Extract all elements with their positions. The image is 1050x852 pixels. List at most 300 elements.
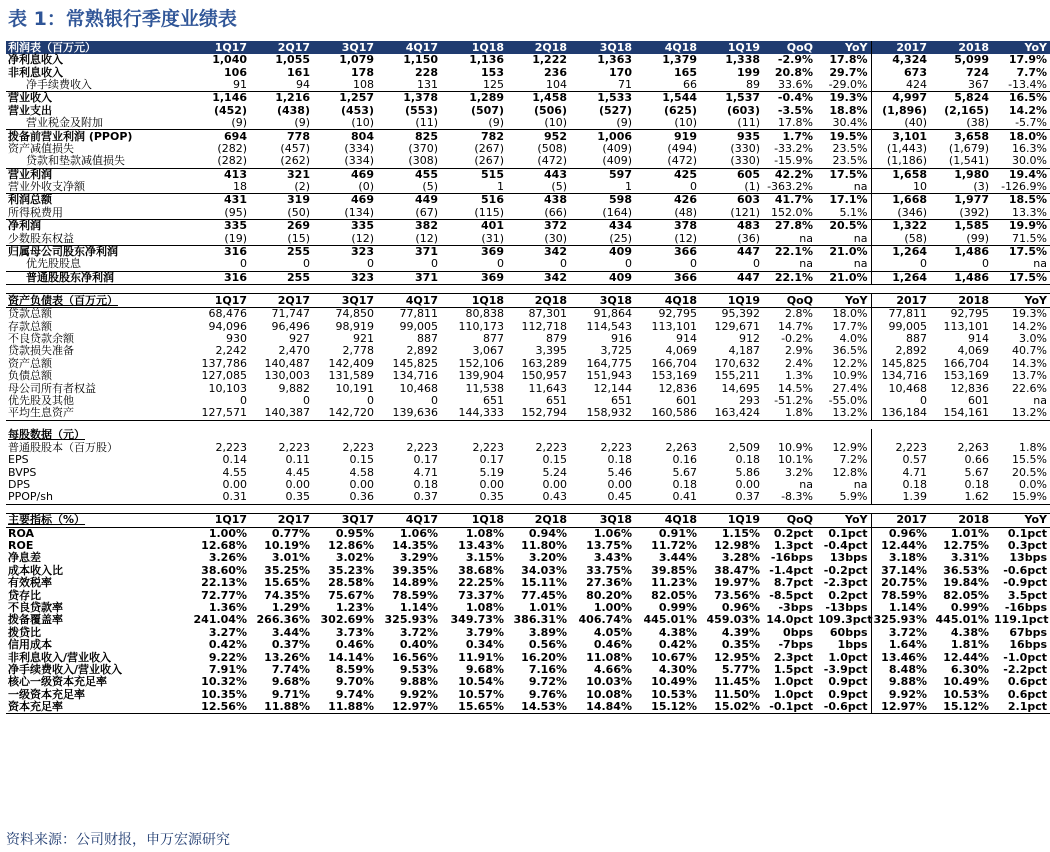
data-cell: 1.15% (721, 526, 760, 540)
data-cell: 1,136 (469, 53, 504, 67)
data-cell: 136,184 (871, 407, 930, 420)
data-cell: (115) (474, 205, 504, 219)
data-cell: 78.59% (392, 588, 438, 602)
data-cell: 13.3% (1012, 205, 1047, 219)
data-cell: -2.3pct (823, 576, 868, 590)
data-cell: 9.68% (271, 675, 310, 689)
data-cell: 12.44% (871, 540, 930, 552)
data-cell: 887 (417, 332, 438, 345)
row-label: 资产总额 (8, 356, 52, 370)
data-cell: -0.4% (763, 92, 816, 105)
data-cell: 16.20% (521, 650, 567, 664)
table-row (6, 308, 1050, 321)
data-cell: 349.73% (450, 613, 504, 627)
data-cell: 241.04% (193, 613, 247, 627)
data-cell: 2,263 (957, 440, 989, 454)
data-cell: na (853, 477, 868, 491)
data-cell: 597 (570, 168, 635, 181)
data-cell: 2,223 (406, 440, 438, 454)
data-cell: 36.53% (943, 563, 989, 577)
data-cell: 3.44% (658, 551, 697, 565)
row-label: 营业支出 (8, 103, 52, 117)
data-cell: 161 (287, 65, 310, 79)
data-cell: 12.44% (943, 650, 989, 664)
data-cell: 0.42% (208, 638, 247, 652)
data-cell: 952 (507, 130, 570, 143)
data-cell: 12.2% (832, 356, 868, 370)
column-header: 2Q17 (250, 41, 313, 54)
data-cell: 38.60% (201, 563, 247, 577)
data-cell: (438) (276, 103, 310, 117)
data-cell: 401 (441, 220, 507, 233)
data-cell: 41.7% (763, 194, 816, 207)
data-cell: 0.35 (250, 491, 313, 504)
data-cell: (603) (726, 103, 760, 117)
data-cell: 323 (313, 271, 377, 284)
data-cell: 372 (507, 220, 570, 233)
data-cell: 13.75% (586, 539, 632, 553)
row-label: 成本收入比 (8, 563, 63, 577)
data-cell: 0.96% (721, 601, 760, 615)
data-cell: 0.00 (349, 477, 374, 491)
column-header: 3Q17 (313, 41, 377, 54)
data-cell: 916 (611, 332, 632, 345)
data-cell: 778 (250, 130, 313, 143)
row-label: 拨备前营业利润 (PPOP) (6, 130, 184, 143)
data-cell: 1.3pct (773, 539, 813, 553)
data-cell: 98,919 (335, 319, 374, 333)
data-cell: 516 (441, 194, 507, 207)
data-cell: 13.7% (1012, 369, 1047, 383)
data-cell: (11) (737, 116, 760, 130)
data-cell: 5.77% (721, 662, 760, 676)
data-cell: 1.06% (399, 526, 438, 540)
data-cell: 19.97% (714, 576, 760, 590)
data-cell: 17.1% (816, 194, 871, 207)
data-cell: 469 (313, 194, 377, 207)
data-cell: 1,222 (532, 53, 567, 67)
data-cell: 228 (415, 65, 438, 79)
table-title: 表 1：常熟银行季度业绩表 (8, 8, 237, 30)
data-cell: 10,468 (399, 381, 438, 395)
data-cell: -29.0% (828, 77, 868, 91)
data-cell: (66) (544, 205, 567, 219)
data-cell: (9) (294, 116, 310, 130)
table-row (6, 220, 1050, 233)
data-cell: 0.0% (1019, 477, 1047, 491)
data-cell: 163,289 (521, 356, 567, 370)
table-row (6, 194, 1050, 207)
data-cell: 104 (546, 77, 567, 91)
data-cell: 1,378 (377, 92, 441, 105)
data-cell: 4,069 (665, 344, 697, 358)
data-cell: (5) (422, 180, 438, 194)
data-cell: 10,191 (335, 381, 374, 395)
data-cell: 39.85% (651, 563, 697, 577)
data-cell: (457) (280, 141, 310, 155)
data-cell: 166,704 (651, 356, 697, 370)
data-cell: 879 (546, 332, 567, 345)
data-cell: 694 (184, 130, 250, 143)
data-cell: 673 (871, 66, 930, 78)
data-cell: -13bps (825, 601, 868, 615)
data-cell: 11.08% (586, 650, 632, 664)
data-cell: 1,379 (662, 53, 697, 67)
data-cell: 4,997 (871, 92, 930, 105)
data-cell: (1,541) (948, 154, 989, 168)
data-cell: 0.18 (735, 453, 760, 467)
data-cell: 0.14 (222, 453, 247, 467)
data-cell: 112,718 (521, 319, 567, 333)
data-cell: 0 (367, 393, 374, 407)
data-cell: 1,006 (570, 130, 635, 143)
data-cell: 3.29% (399, 551, 438, 565)
data-cell: 13.43% (458, 539, 504, 553)
data-cell: 19.84% (943, 576, 989, 590)
data-cell: 14.5% (778, 381, 813, 395)
data-cell: 12.97% (377, 701, 441, 714)
data-cell: 3,725 (600, 344, 632, 358)
data-cell: 13bps (1009, 551, 1047, 565)
data-cell: 1.08% (465, 601, 504, 615)
row-label: 贷款和垫款减值损失 (26, 154, 125, 168)
data-cell: 14.35% (392, 539, 438, 553)
data-cell: 1.14% (399, 601, 438, 615)
data-cell: (11) (415, 116, 438, 130)
spacer-cell (6, 504, 1050, 513)
data-cell: 163,424 (700, 407, 763, 420)
data-cell: 1.01% (528, 601, 567, 615)
data-cell: 3,658 (930, 130, 992, 143)
table-row (6, 105, 1050, 117)
data-cell: (67) (415, 205, 438, 219)
spacer-cell (6, 285, 1050, 294)
data-cell: -1.0pct (1003, 650, 1047, 664)
data-cell: 2.1pct (992, 701, 1050, 714)
section-spacer (6, 504, 1050, 513)
data-cell: 4.30% (658, 662, 697, 676)
data-cell: 0.2pct (828, 588, 868, 602)
data-cell: 16.3% (1012, 141, 1047, 155)
data-cell: 4.0% (839, 332, 868, 345)
table-row (6, 602, 1050, 614)
data-cell: 325.93% (384, 613, 438, 627)
data-cell: 0 (560, 257, 567, 271)
data-cell: (10) (674, 116, 697, 130)
data-cell: 0.77% (271, 526, 310, 540)
column-header: YoY (992, 294, 1050, 308)
data-cell: 0.2pct (773, 526, 813, 540)
data-cell: 266.36% (256, 613, 310, 627)
data-cell: 7.74% (271, 662, 310, 676)
data-cell: -0.6pct (1003, 563, 1047, 577)
data-cell: (58) (871, 232, 930, 245)
data-cell: 18.8% (829, 103, 868, 117)
data-cell: 30.0% (1012, 154, 1047, 168)
row-label: 普通股股本（百万股） (8, 440, 118, 454)
data-cell: 16bps (1009, 638, 1047, 652)
data-cell: 4,324 (871, 54, 930, 66)
data-cell: 14.2% (1012, 319, 1047, 333)
data-cell: na (799, 257, 813, 271)
row-label: 有效税率 (8, 576, 52, 590)
data-cell: 22.1% (763, 245, 816, 258)
section-header-row (6, 513, 1050, 527)
data-cell: 153,169 (943, 369, 989, 383)
table-row (6, 54, 1050, 66)
data-cell: 74,850 (335, 307, 374, 321)
data-cell: (409) (602, 154, 632, 168)
data-cell: 2,509 (728, 440, 760, 454)
data-cell: 9.88% (871, 676, 930, 688)
row-label: 利润总额 (6, 194, 184, 207)
data-cell: 4.45 (285, 465, 310, 479)
data-cell: 60bps (829, 625, 868, 639)
data-cell: -8.3% (763, 491, 816, 504)
data-cell: 0 (240, 393, 247, 407)
data-cell: 0 (871, 395, 930, 407)
data-cell: 14.7% (778, 319, 813, 333)
data-cell: 67bps (1009, 625, 1047, 639)
data-cell: 178 (351, 65, 374, 79)
data-cell: 18 (233, 180, 247, 194)
data-cell: 598 (570, 194, 635, 207)
column-header: YoY (816, 513, 871, 527)
data-cell: 426 (635, 194, 700, 207)
row-label: 归属母公司股东净利润 (6, 245, 184, 258)
section-header-row (6, 41, 1050, 54)
data-cell: -3bps (778, 601, 813, 615)
data-cell: 92,795 (950, 307, 989, 321)
data-cell: 19.3% (1012, 307, 1047, 321)
data-cell: 2.3pct (773, 650, 813, 664)
data-cell: 10.53% (943, 687, 989, 701)
data-cell: -51.2% (774, 393, 813, 407)
row-label: 平均生息资产 (6, 407, 184, 420)
table-row (6, 407, 1050, 420)
data-cell: 0.9pct (828, 687, 868, 701)
data-cell: 165 (674, 65, 697, 79)
data-cell: 130,003 (264, 369, 310, 383)
data-cell: 0bps (783, 625, 813, 639)
data-cell: 9.22% (208, 650, 247, 664)
data-cell: (553) (404, 103, 438, 117)
data-cell: 3,101 (871, 130, 930, 143)
data-cell: 21.0% (816, 245, 871, 258)
data-cell: 17.8% (829, 53, 868, 67)
data-cell: 11.88% (250, 701, 313, 714)
data-cell: 12.86% (328, 539, 374, 553)
data-cell: 153 (481, 65, 504, 79)
table-row (6, 639, 1050, 651)
data-cell: 8.7pct (773, 576, 813, 590)
data-cell: 10.08% (586, 687, 632, 701)
data-cell: 33.6% (778, 77, 813, 91)
table-row (6, 689, 1050, 701)
table-row (6, 442, 1050, 454)
data-cell: 1.01% (950, 526, 989, 540)
data-cell: (282) (217, 141, 247, 155)
data-cell: 1,658 (871, 168, 930, 181)
data-cell: 445.01% (935, 613, 989, 627)
data-cell: 1.00% (208, 526, 247, 540)
row-label: 核心一级资本充足率 (8, 675, 107, 689)
data-cell: 9,882 (278, 381, 310, 395)
data-cell: na (1033, 257, 1047, 271)
table-row (6, 232, 1050, 245)
data-cell: 1.81% (950, 638, 989, 652)
table-row (6, 66, 1050, 78)
data-cell: 369 (441, 245, 507, 258)
column-header (184, 429, 250, 442)
data-cell: 106 (224, 65, 247, 79)
data-cell: 150,957 (521, 369, 567, 383)
data-cell: 0.57 (871, 454, 930, 466)
row-label: 净利息收入 (8, 53, 63, 67)
data-cell: 125 (483, 77, 504, 91)
data-cell: 152,106 (458, 356, 504, 370)
data-cell: 15.12% (635, 701, 700, 714)
data-cell: 13.2% (816, 407, 871, 420)
data-cell: 12.98% (714, 539, 760, 553)
row-label: 净息差 (8, 551, 41, 565)
data-cell: -0.2% (781, 332, 813, 345)
data-cell: 5,824 (930, 92, 992, 105)
data-cell: 0.46% (335, 638, 374, 652)
data-cell: 13.26% (264, 650, 310, 664)
data-cell: 1,264 (871, 245, 930, 258)
data-cell: -8.5pct (769, 588, 813, 602)
data-cell: 0 (303, 257, 310, 271)
data-cell: 10.19% (264, 539, 310, 553)
data-cell: 9.70% (335, 675, 374, 689)
data-cell: 96,496 (271, 319, 310, 333)
column-header: 1Q17 (184, 294, 250, 308)
data-cell: 1.23% (335, 601, 374, 615)
table-row (6, 382, 1050, 394)
data-cell: 27.4% (832, 381, 868, 395)
column-header: YoY (992, 41, 1050, 54)
row-label: 普通股股东净利润 (6, 271, 184, 284)
data-cell: 15.11% (521, 576, 567, 590)
data-cell: 2.4% (785, 356, 813, 370)
data-cell: (392) (959, 205, 989, 219)
data-cell: 2,223 (215, 440, 247, 454)
data-cell: 0.9pct (828, 675, 868, 689)
data-cell: 0 (871, 258, 930, 271)
data-cell: 5.86 (735, 465, 760, 479)
data-cell: 18.5% (992, 194, 1050, 207)
column-header: 1Q17 (184, 513, 250, 527)
data-cell: (507) (470, 103, 504, 117)
column-header: 4Q17 (377, 294, 441, 308)
data-cell: 2,892 (406, 344, 438, 358)
data-cell: 782 (441, 130, 507, 143)
column-header: 2Q17 (250, 294, 313, 308)
data-cell: 0.18 (607, 453, 632, 467)
data-cell: 255 (250, 271, 313, 284)
data-cell: 166,704 (943, 356, 989, 370)
data-cell: 142,409 (328, 356, 374, 370)
data-cell: 134,716 (871, 370, 930, 382)
data-cell: 10.9% (778, 440, 813, 454)
data-cell: 15.65% (264, 576, 310, 590)
data-cell: 1.0pct (828, 650, 868, 664)
data-cell: 0.18 (871, 479, 930, 491)
data-cell: 21.0% (816, 271, 871, 284)
quarterly-results-table (6, 41, 1050, 714)
data-cell: 151,943 (586, 369, 632, 383)
column-header (441, 429, 507, 442)
data-cell: 369 (441, 271, 507, 284)
data-cell: 342 (507, 245, 570, 258)
data-cell: 4.38% (658, 625, 697, 639)
data-cell: 1,486 (930, 271, 992, 284)
data-cell: 164,775 (586, 356, 632, 370)
data-cell: 72.77% (201, 588, 247, 602)
data-cell: 0.00 (735, 477, 760, 491)
column-header: 3Q18 (570, 41, 635, 54)
data-cell: 1 (497, 180, 504, 194)
data-cell: (25) (609, 231, 632, 245)
data-cell: 13.46% (871, 651, 930, 663)
data-cell: 1,533 (570, 92, 635, 105)
data-cell: 1.64% (871, 639, 930, 651)
data-cell: -0.6pct (816, 701, 871, 714)
data-cell: 77,811 (871, 308, 930, 321)
data-cell: 0.43 (507, 491, 570, 504)
table-row (6, 577, 1050, 589)
column-header (700, 429, 763, 442)
data-cell: 144,333 (441, 407, 507, 420)
column-header: 1Q18 (441, 41, 507, 54)
section-title: 每股数据（元） (8, 428, 85, 442)
data-cell: 3.43% (593, 551, 632, 565)
data-cell: (2,165) (944, 103, 989, 117)
data-cell: 1.62 (930, 491, 992, 504)
data-cell: 409 (570, 271, 635, 284)
data-cell: 2,223 (472, 440, 504, 454)
data-cell: 3.28% (721, 551, 760, 565)
data-cell: 20.75% (871, 577, 930, 589)
data-cell: 0.18 (964, 477, 989, 491)
data-cell: (1) (744, 180, 760, 194)
data-cell: 74.35% (264, 588, 310, 602)
data-cell: 19.3% (816, 92, 871, 105)
data-cell: 3.02% (335, 551, 374, 565)
data-cell: 10.32% (201, 675, 247, 689)
data-cell: 1,257 (313, 92, 377, 105)
data-cell: 1,150 (403, 53, 438, 67)
data-cell: 19.9% (992, 220, 1050, 233)
data-cell: 66 (683, 77, 697, 91)
data-cell: 9.68% (465, 662, 504, 676)
data-cell: 10.57% (458, 687, 504, 701)
data-cell: 20.8% (774, 65, 813, 79)
column-header: YoY (816, 294, 871, 308)
data-cell: 14.89% (392, 576, 438, 590)
data-cell: 22.1% (763, 271, 816, 284)
table-row (6, 491, 1050, 504)
data-cell: 2,223 (278, 440, 310, 454)
data-cell: 0 (431, 257, 438, 271)
data-cell: (9) (616, 116, 632, 130)
data-cell: (9) (488, 116, 504, 130)
data-cell: 71,747 (271, 307, 310, 321)
column-header (377, 429, 441, 442)
section-header-row (6, 429, 1050, 442)
column-header (992, 429, 1050, 442)
